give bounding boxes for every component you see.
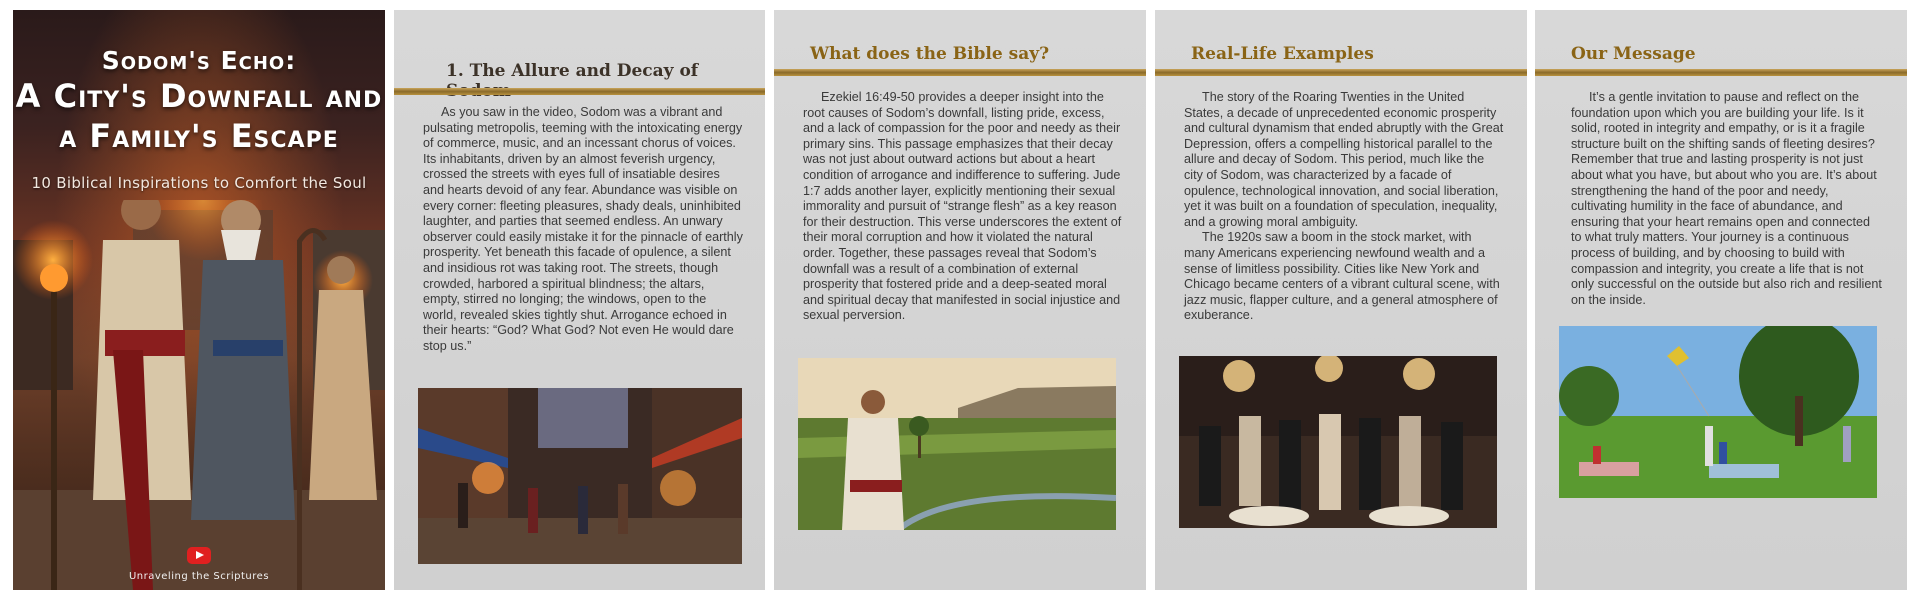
page-heading: What does the Bible say? — [810, 44, 1050, 64]
youtube-play-icon — [187, 547, 211, 564]
paragraph: As you saw in the video, Sodom was a vibrant and pulsating metropolis, teeming with the intoxicating energy of commerce, music, and an incessant chorus of voices. Its inhabitants, driven by an almost feverish urgency, crossed the streets with eyes full of insatiable desires and hearts devoid of any fear. Abundance was visible on every corner: fleeting pleasures, shady deals, uninhibited laughter, and parties that seemed endless. An unwary observer could easily mistake it for the pinnacle of earthly prosperity. Yet beneath this facade of opulence, a silent and insidious rot was taking root. The streets, though crowded, harbored a spiritual blindness; the altars, empty, stirred no longing; the windows, open to the world, revealed skies tightly shut. Arrogance echoed in their hearts: “God? What God? Not even He would dare stop us.” — [423, 105, 743, 353]
paragraph: Ezekiel 16:49-50 provides a deeper insight into the root causes of Sodom’s downfall, listing pride, excess, and a lack of compassion for the poor and needy as their primary sins. This passage emphasizes that their decay was not just about outward actions but about a heart condition of arrogance and indifference to suffering. Jude 1:7 adds another layer, explicitly mentioning their sexual immorality and pursuit of “strange flesh” as a key reason for their destruction. This verse underscores the extent of their moral corruption and how it violated the natural order. Together, these passages reveal that Sodom’s downfall was a result of a combination of external prosperity that fostered pride and a deep-seated moral and spiritual decay that manifested in social injustice and sexual perversion. — [803, 90, 1122, 323]
cover-title-line1: Sodom's Echo: — [101, 46, 297, 75]
page-body — [423, 105, 743, 355]
man-overlooking-fields-photo — [798, 358, 1116, 530]
market-street-photo — [418, 388, 742, 564]
gold-band — [1535, 69, 1907, 76]
park-picnic-photo — [1559, 326, 1877, 498]
page-heading: Real-Life Examples — [1191, 44, 1374, 64]
gold-band — [1155, 69, 1527, 76]
page-body — [1184, 90, 1504, 324]
paragraph: It’s a gentle invitation to pause and reflect on the foundation upon which you are building your life. Is it solid, rooted in integrity and empathy, or is it a fragile structure built on the shifting sands of fleeting desires? Remember that true and lasting prosperity is not just about what you have, but about who you are. It’s about strengthening the hand of the poor and needy, cultivating humility in the face of abundance, and ensuring that your heart remains open and connected to what truly matters. Your journey is a continuous process of building, and by choosing to build with compassion and integrity, you create a life that is not only successful on the outside but also rich and resilient on the inside. — [1571, 90, 1882, 307]
page-real-life-examples — [1155, 10, 1527, 590]
paragraph: The 1920s saw a boom in the stock market, with many Americans experiencing newfound wealth and a sense of limitless possibility. Cities like New York and Chicago became centers of a vibrant cultural scene, with jazz music, flapper culture, and a general atmosphere of exuberance. — [1184, 230, 1500, 323]
page-heading: Our Message — [1571, 44, 1696, 64]
gold-band — [394, 88, 765, 95]
page-heading: 1. The Allure and Decay of — [446, 61, 699, 81]
cover-brand: Unraveling the Scriptures — [128, 571, 270, 582]
page-bible-says — [774, 10, 1146, 590]
cover-subtitle: 10 Biblical Inspirations to Comfort the Soul — [31, 174, 367, 192]
page-body — [1571, 90, 1883, 308]
roaring-twenties-party-photo — [1179, 356, 1497, 528]
cover-title-line3: a Family's Escape — [59, 117, 339, 155]
paragraph: The story of the Roaring Twenties in the United States, a decade of unprecedented economic prosperity and cultural dynamism that ended abruptly with the Great Depression, offers a compelling historical parallel to the allure and decay of Sodom. This period, much like the city of Sodom, was characterized by a facade of opulence, technological innovation, and social liberation, yet it was built on a foundation of speculation, inequality, and a growing moral ambiguity. — [1184, 90, 1504, 229]
page-allure-and-decay — [394, 10, 765, 590]
cover-page — [13, 10, 385, 590]
cover-illustration — [13, 200, 385, 590]
gold-band — [774, 69, 1146, 76]
page-body — [803, 90, 1123, 324]
cover-title-line2: A City's Downfall and — [15, 77, 383, 115]
page-our-message — [1535, 10, 1907, 590]
